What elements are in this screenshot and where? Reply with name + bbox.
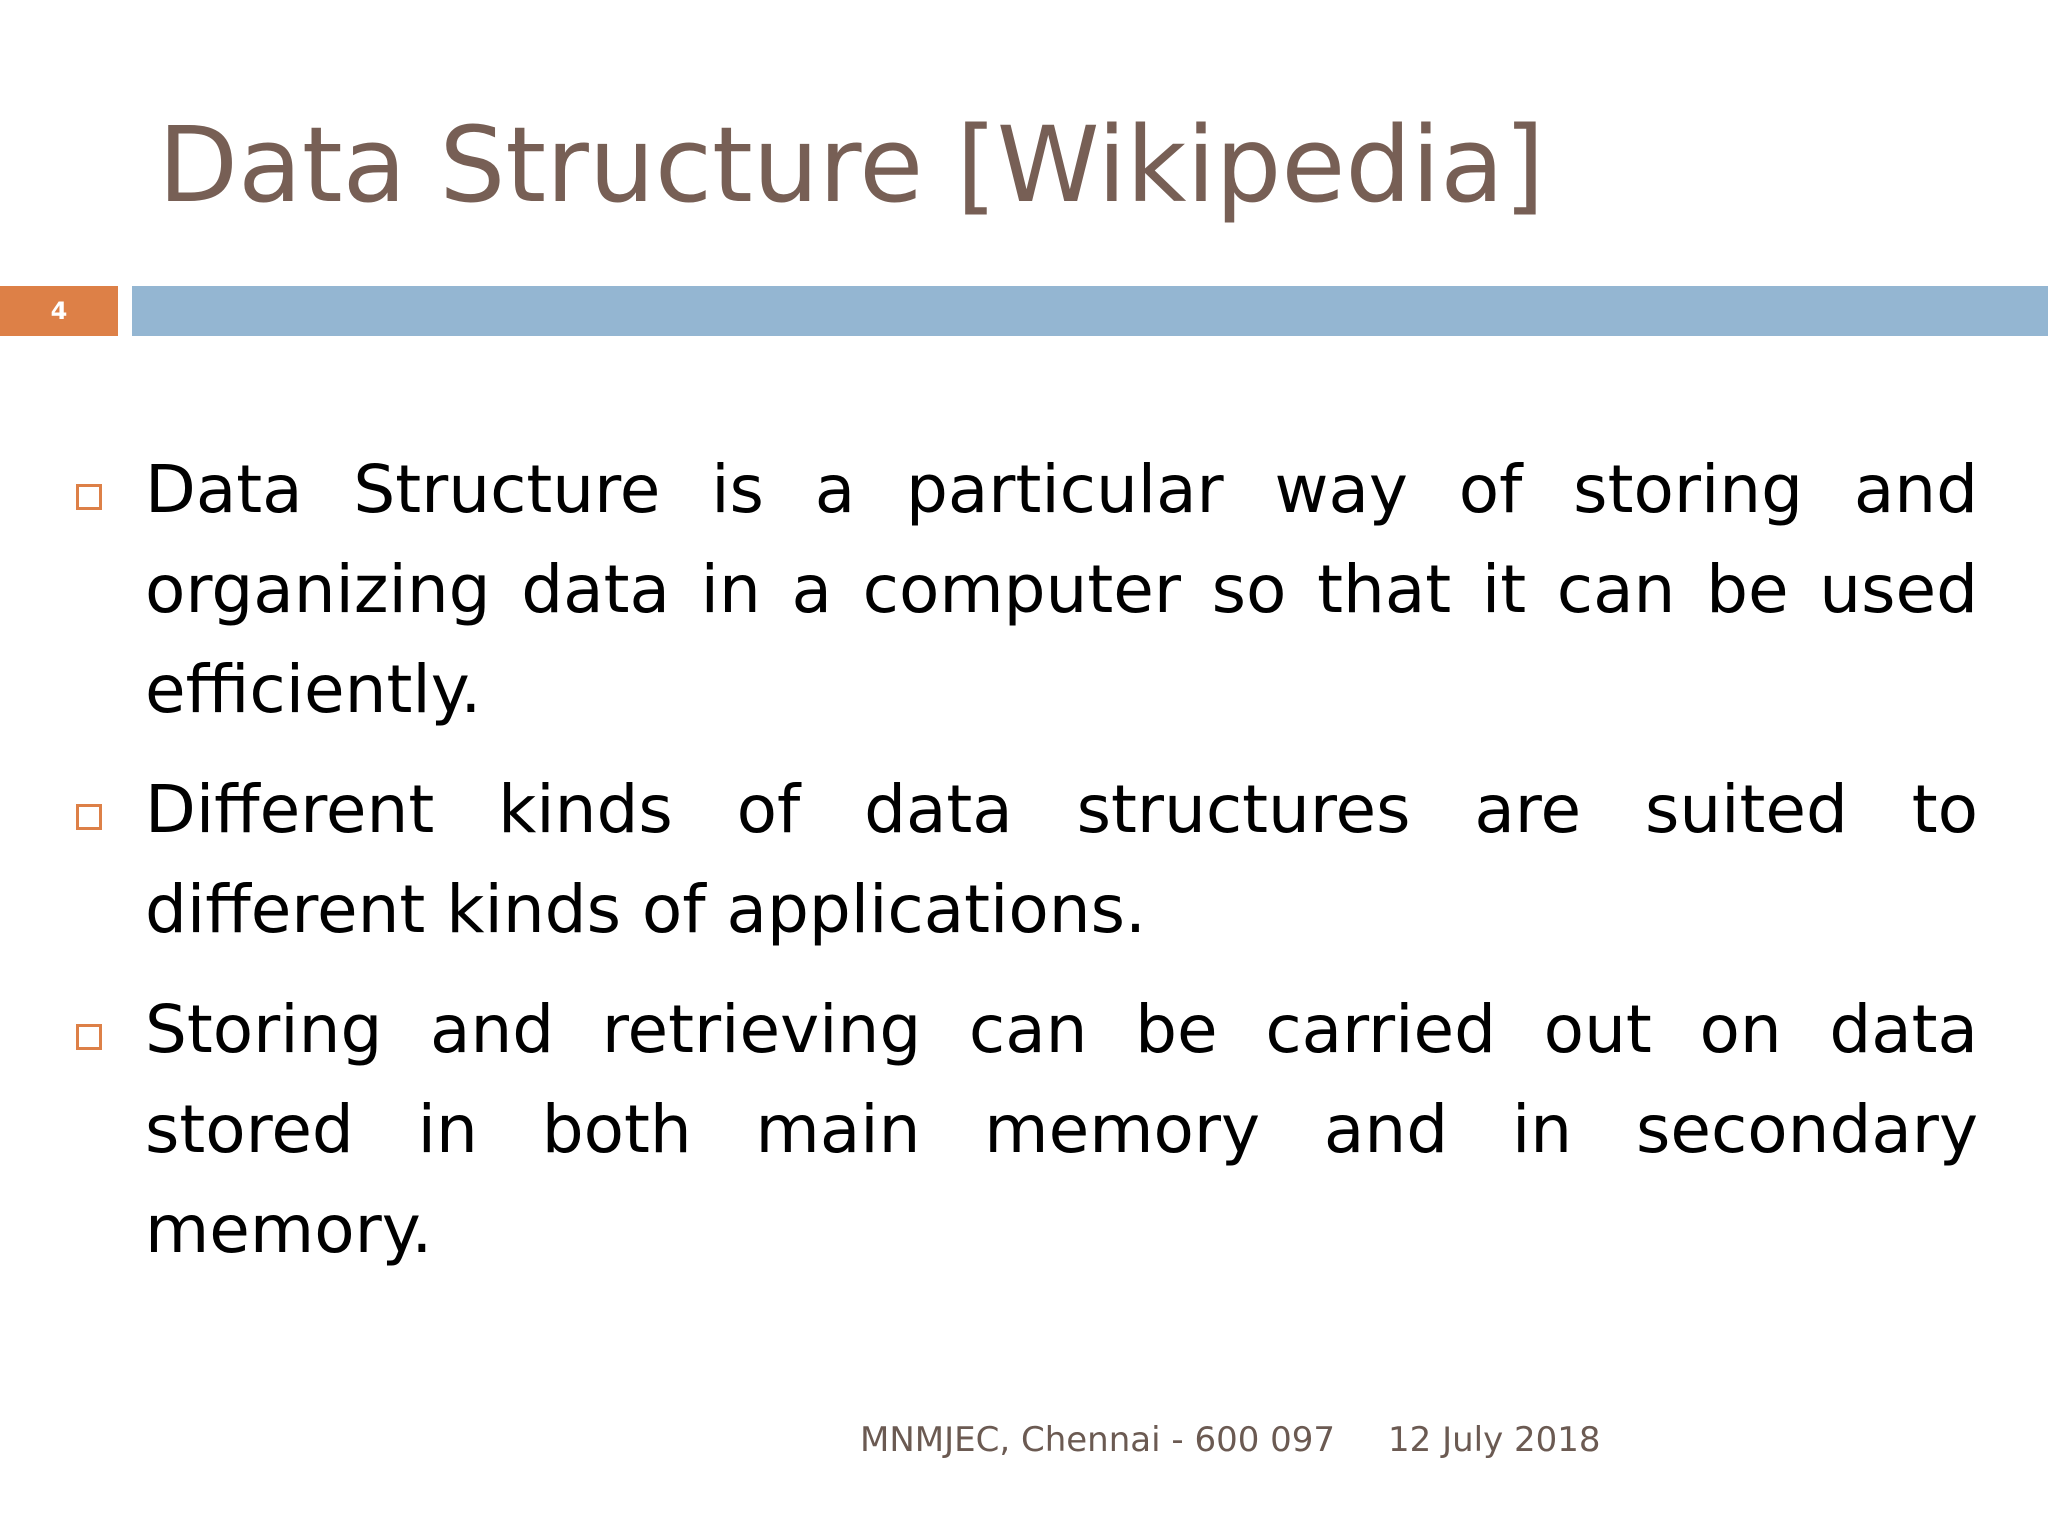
hollow-square-bullet-icon — [76, 1024, 102, 1050]
hollow-square-bullet-icon — [76, 484, 102, 510]
bullet-list — [70, 440, 1978, 1300]
slide-title: Data Structure [Wikipedia] — [158, 104, 1545, 226]
bullet-text: Different kinds of data structures are suited to different kinds of applications. — [145, 771, 1978, 948]
bullet-item — [70, 980, 1978, 1280]
bullet-item — [70, 440, 1978, 740]
hollow-square-bullet-icon — [76, 804, 102, 830]
bullet-text: Storing and retrieving can be carried out on data stored in both main memory and in secondary memory. — [145, 991, 1978, 1268]
bullet-text: Data Structure is a particular way of storing and organizing data in a computer so that it can be used efficiently. — [145, 451, 1978, 728]
bullet-item — [70, 760, 1978, 960]
slide-number-badge: 4 — [0, 286, 118, 336]
slide-footer — [0, 1420, 2048, 1470]
title-accent-bar — [132, 286, 2048, 336]
footer-organization: MNMJEC, Chennai - 600 097 — [860, 1420, 1336, 1460]
footer-date: 12 July 2018 — [1388, 1420, 1601, 1460]
